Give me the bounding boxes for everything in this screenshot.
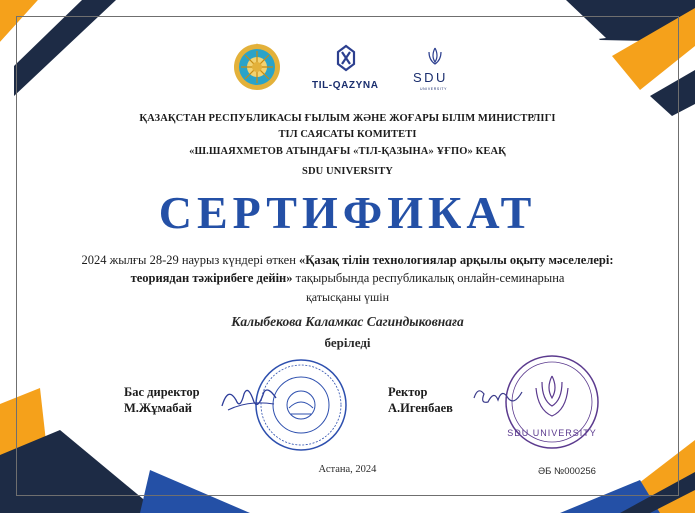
director-name: М.Жұмабай <box>124 401 192 415</box>
director-signature-icon <box>218 380 280 416</box>
sdu-logo-subtext: UNIVERSITY <box>420 87 448 91</box>
director-role: Бас директор <box>124 385 200 399</box>
body-line-1 <box>0 253 695 268</box>
university-heading: SDU UNIVERSITY <box>302 166 393 177</box>
city-year: Астана, 2024 <box>318 464 377 475</box>
rector-signature-icon <box>470 380 526 412</box>
rector-role: Ректор <box>388 385 428 399</box>
committee-heading: ТІЛ САЯСАТЫ КОМИТЕТІ <box>278 129 417 140</box>
body-line-3: қатысқаны үшін <box>305 290 390 304</box>
director-block <box>124 384 200 416</box>
recipient-name: Калыбекова Каламкас Сагиндыковнаға <box>231 314 464 329</box>
kazakhstan-emblem-icon <box>232 42 282 92</box>
university-stamp-text: SDU UNIVERSITY <box>507 428 597 438</box>
rector-name: А.Игенбаев <box>388 401 453 415</box>
rector-block <box>388 384 453 416</box>
certificate-number: ӘБ №000256 <box>538 466 596 477</box>
sdu-logo-text: SDU <box>413 70 448 85</box>
ministry-heading: ҚАЗАҚСТАН РЕСПУБЛИКАСЫ ҒЫЛЫМ ЖӘНЕ ЖОҒАРЫ БІЛІМ МИНИСТРЛІГІ <box>139 113 556 124</box>
organization-heading: «Ш.ШАЯХМЕТОВ АТЫНДАҒЫ «ТІЛ-ҚАЗЫНА» ҰҒПО» КЕАҚ <box>189 146 506 157</box>
seminar-title-part-1: «Қазақ тілін технологиялар арқылы оқыту мәселелері: <box>299 253 614 267</box>
awarded-text: беріледі <box>324 335 371 350</box>
til-qazyna-logo-text: TIL-QAZYNA <box>312 80 379 91</box>
certificate-title: СЕРТИФИКАТ <box>158 187 537 238</box>
body-line-1-plain: 2024 жылғы 28-29 наурыз күндері өткен <box>81 253 300 267</box>
body-line-2-plain: тақырыбында республикалық онлайн-семинарына <box>292 271 565 285</box>
body-line-2 <box>0 271 695 286</box>
seminar-title-part-2: теориядан тәжірибеге дейін» <box>130 271 293 285</box>
